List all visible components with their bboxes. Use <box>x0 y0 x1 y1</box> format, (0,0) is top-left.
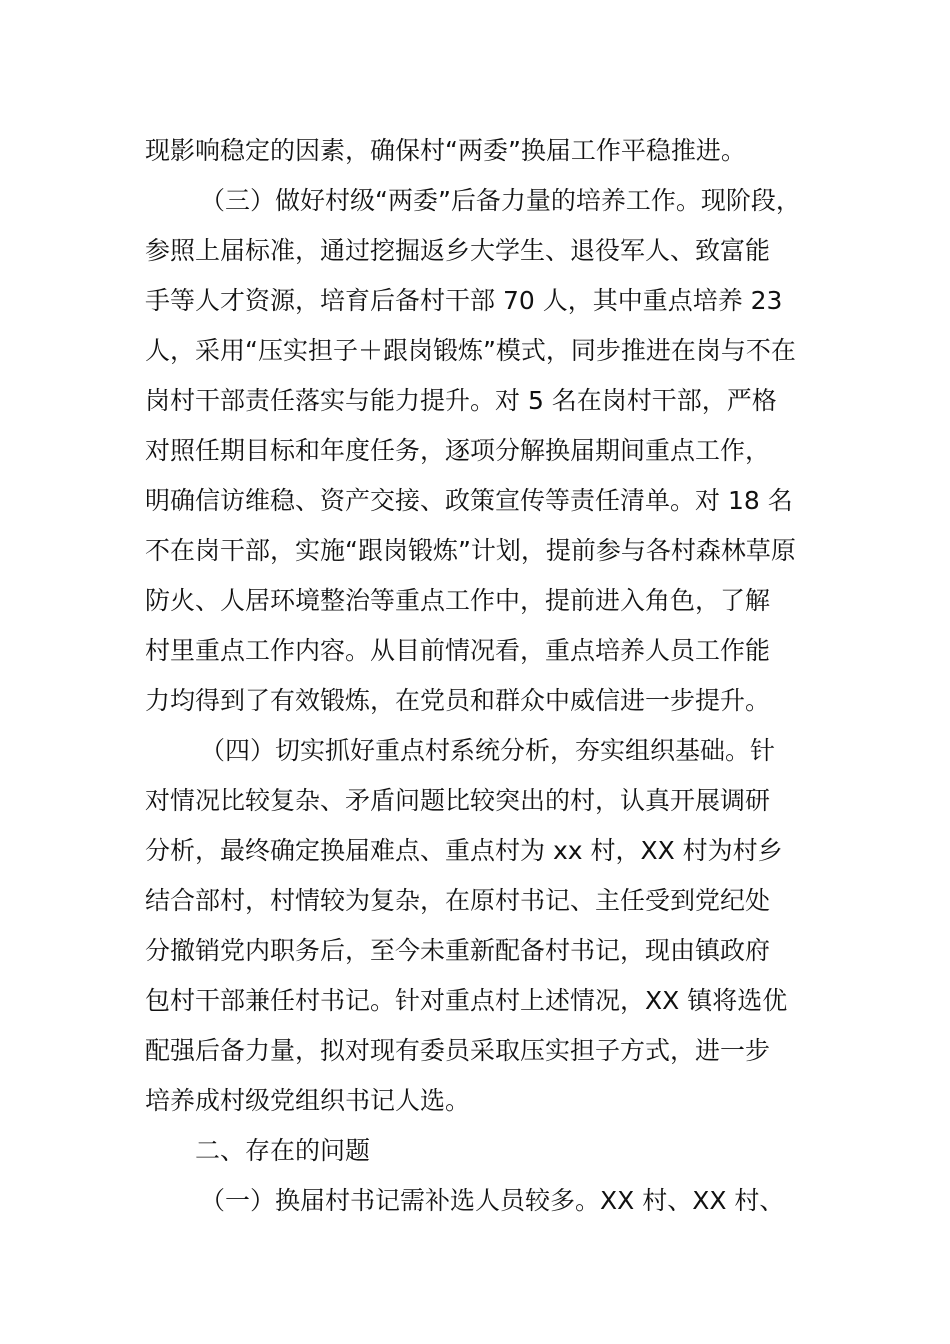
text-line: 培养成村级党组织书记人选。 <box>145 1086 471 1115</box>
text-line: 人，采用“压实担子＋跟岗锻炼”模式，同步推进在岗与不在 <box>145 336 796 365</box>
text-line: 结合部村，村情较为复杂，在原村书记、主任受到党纪处 <box>145 886 771 915</box>
text-line: 手等人才资源，培育后备村干部 70 人，其中重点培养 23 <box>145 286 783 315</box>
text-line: 力均得到了有效锻炼，在党员和群众中威信进一步提升。 <box>145 686 771 715</box>
text-line: 对情况比较复杂、矛盾问题比较突出的村，认真开展调研 <box>145 786 771 815</box>
subsection-one-heading-line: （一）换届村书记需补选人员较多。XX 村、XX 村、 <box>200 1186 785 1215</box>
text-line: 对照任期目标和年度任务，逐项分解换届期间重点工作， <box>145 436 771 465</box>
section-three-heading-line: （三）做好村级“两委”后备力量的培养工作。现阶段， <box>200 186 801 215</box>
text-line: 分析，最终确定换届难点、重点村为 xx 村，XX 村为村乡 <box>145 836 783 865</box>
section-four-heading-line: （四）切实抓好重点村系统分析，夯实组织基础。针 <box>200 736 776 765</box>
text-line: 参照上届标准，通过挖掘返乡大学生、退役军人、致富能 <box>145 236 771 265</box>
text-line: 明确信访维稳、资产交接、政策宣传等责任清单。对 18 名 <box>145 486 793 515</box>
section-heading-problems: 二、存在的问题 <box>195 1136 371 1165</box>
text-line: 岗村干部责任落实与能力提升。对 5 名在岗村干部，严格 <box>145 386 777 415</box>
text-line: 包村干部兼任村书记。针对重点村上述情况，XX 镇将选优 <box>145 986 788 1015</box>
text-line: 现影响稳定的因素，确保村“两委”换届工作平稳推进。 <box>145 136 746 165</box>
text-line: 防火、人居环境整治等重点工作中，提前进入角色，了解 <box>145 586 771 615</box>
text-line: 配强后备力量，拟对现有委员采取压实担子方式，进一步 <box>145 1036 771 1065</box>
text-line: 不在岗干部，实施“跟岗锻炼”计划，提前参与各村森林草原 <box>145 536 796 565</box>
text-line: 村里重点工作内容。从目前情况看，重点培养人员工作能 <box>145 636 771 665</box>
text-line: 分撤销党内职务后，至今未重新配备村书记，现由镇政府 <box>145 936 771 965</box>
